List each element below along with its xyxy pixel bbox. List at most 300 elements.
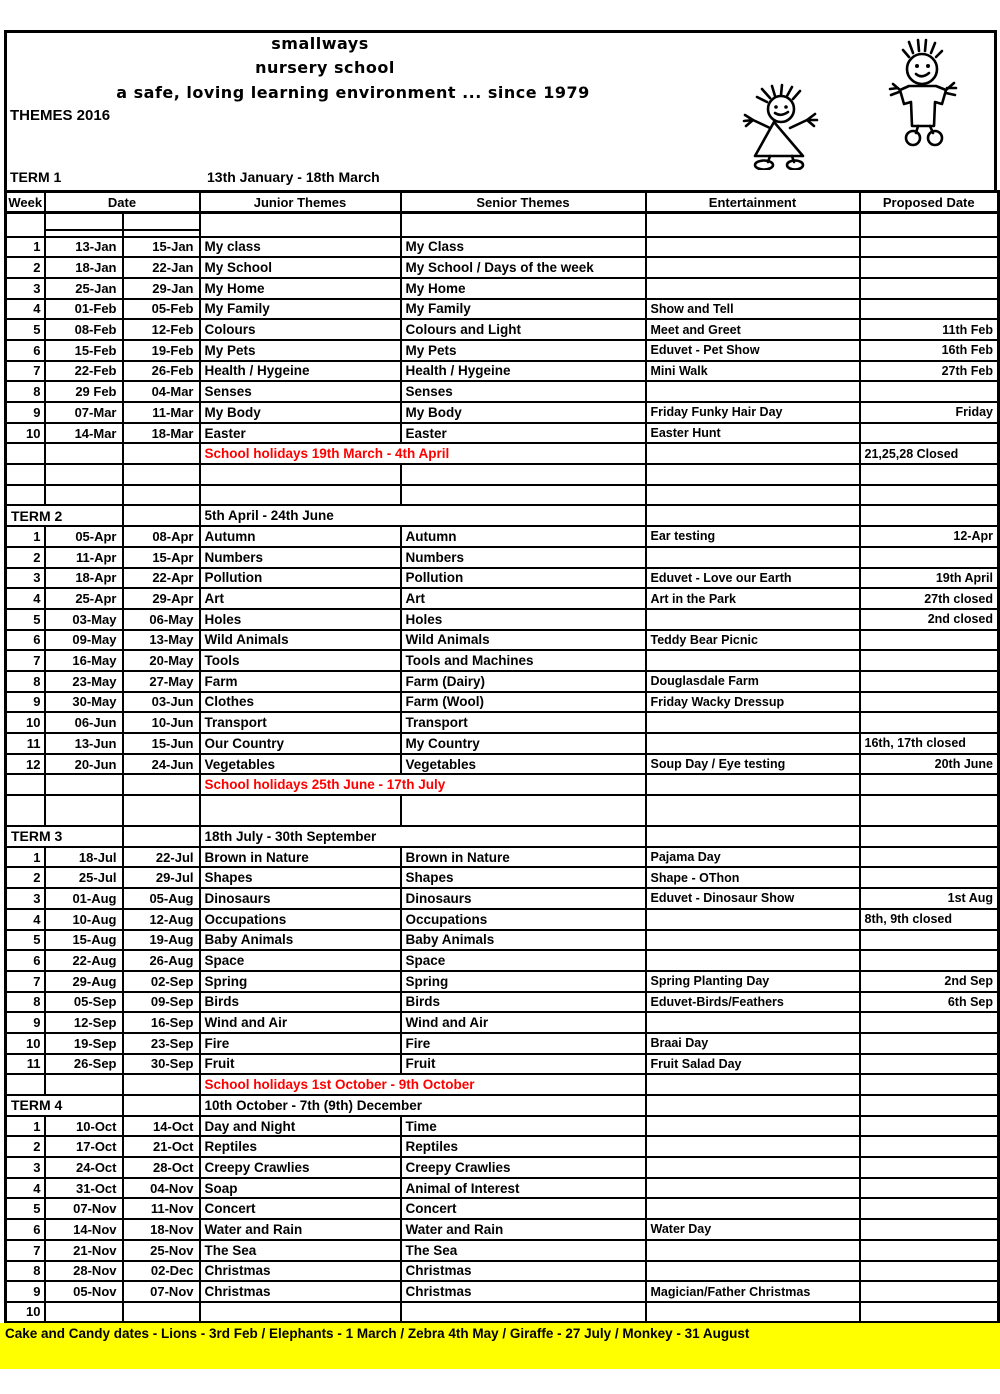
junior-theme-cell: Concert (200, 1198, 401, 1219)
date-end-cell: 13-May (123, 630, 200, 651)
date-end-cell: 04-Mar (123, 381, 200, 402)
week-cell: 4 (6, 299, 45, 320)
date-start-cell: 15-Feb (45, 340, 123, 361)
date-start-cell: 18-Jul (45, 847, 123, 868)
date-start-cell: 09-May (45, 630, 123, 651)
week-cell: 8 (6, 381, 45, 402)
boy-doodle-icon (876, 38, 968, 150)
entertainment-cell: Eduvet - Dinosaur Show (646, 888, 860, 909)
proposed-date-cell: 2nd Sep (860, 971, 999, 992)
junior-theme-cell: Transport (200, 712, 401, 733)
entertainment-cell (646, 547, 860, 568)
week-cell: 2 (6, 867, 45, 888)
date-end-cell: 02-Sep (123, 971, 200, 992)
proposed-date-cell (860, 464, 999, 485)
senior-theme-cell: Space (401, 950, 646, 971)
entertainment-cell (646, 795, 860, 826)
date-start-cell (45, 1302, 123, 1323)
senior-theme-cell: Numbers (401, 547, 646, 568)
entertainment-cell (646, 733, 860, 754)
date-end-cell: 06-May (123, 609, 200, 630)
week-row (6, 650, 999, 671)
date-end-cell: 12-Feb (123, 319, 200, 340)
entertainment-cell: Eduvet-Birds/Feathers (646, 992, 860, 1013)
proposed-date-cell (860, 299, 999, 320)
date-end-cell: 12-Aug (123, 909, 200, 930)
senior-theme-cell: Brown in Nature (401, 847, 646, 868)
date-start-cell: 25-Apr (45, 588, 123, 609)
holiday-row (6, 1074, 999, 1095)
week-row (6, 402, 999, 423)
junior-theme-cell: Numbers (200, 547, 401, 568)
week-cell: 6 (6, 340, 45, 361)
date-start-cell: 30-May (45, 692, 123, 713)
week-row (6, 671, 999, 692)
week-row (6, 1136, 999, 1157)
date-end-cell (123, 443, 200, 464)
date-end-cell: 18-Nov (123, 1219, 200, 1240)
week-row (6, 278, 999, 299)
school-name-line1: smallways (271, 34, 369, 53)
week-row (6, 992, 999, 1013)
proposed-date-cell: 2nd closed (860, 609, 999, 630)
date-start-cell: 22-Aug (45, 950, 123, 971)
proposed-date-cell (860, 237, 999, 258)
week-cell (6, 1074, 45, 1095)
entertainment-cell (646, 1261, 860, 1282)
week-cell: 7 (6, 1240, 45, 1261)
date-end-cell: 02-Dec (123, 1261, 200, 1282)
week-cell: 8 (6, 671, 45, 692)
entertainment-cell: Soup Day / Eye testing (646, 754, 860, 775)
date-end-cell: 28-Oct (123, 1157, 200, 1178)
proposed-date-cell (860, 826, 999, 847)
date-end-cell: 29-Jan (123, 278, 200, 299)
senior-theme-cell (401, 485, 646, 506)
entertainment-cell (646, 930, 860, 951)
week-cell: 7 (6, 650, 45, 671)
senior-theme-cell: My Home (401, 278, 646, 299)
date-start-cell: 14-Mar (45, 423, 123, 444)
entertainment-cell (646, 1012, 860, 1033)
week-cell: 9 (6, 402, 45, 423)
proposed-date-cell (860, 1302, 999, 1323)
week-row (6, 867, 999, 888)
date-end-cell: 29-Jul (123, 867, 200, 888)
entertainment-cell (646, 1095, 860, 1116)
week-cell: 2 (6, 547, 45, 568)
week-cell: 5 (6, 319, 45, 340)
junior-theme-cell: Holes (200, 609, 401, 630)
term-header-row (6, 1095, 999, 1116)
junior-theme-cell: Colours (200, 319, 401, 340)
junior-theme-cell: Creepy Crawlies (200, 1157, 401, 1178)
week-cell: 10 (6, 712, 45, 733)
proposed-date-cell (860, 213, 999, 237)
proposed-date-cell: 20th June (860, 754, 999, 775)
date-start-cell: 10-Oct (45, 1116, 123, 1137)
senior-theme-cell: Wind and Air (401, 1012, 646, 1033)
date-end-cell (123, 774, 200, 795)
proposed-date-cell (860, 867, 999, 888)
date-end-cell: 04-Nov (123, 1178, 200, 1199)
senior-theme-cell: Senses (401, 381, 646, 402)
date-end-cell: 11-Nov (123, 1198, 200, 1219)
date-end-cell: 10-Jun (123, 712, 200, 733)
junior-theme-cell: Brown in Nature (200, 847, 401, 868)
week-cell: 10 (6, 423, 45, 444)
week-cell (6, 443, 45, 464)
entertainment-cell (646, 1157, 860, 1178)
senior-theme-cell: Vegetables (401, 754, 646, 775)
term-label: TERM 4 (6, 1095, 123, 1116)
junior-theme-cell: Wind and Air (200, 1012, 401, 1033)
date-start-cell (45, 485, 123, 506)
column-header-row (6, 192, 999, 213)
entertainment-cell: Art in the Park (646, 588, 860, 609)
proposed-date-cell (860, 630, 999, 651)
senior-theme-cell: Dinosaurs (401, 888, 646, 909)
entertainment-cell (646, 257, 860, 278)
proposed-date-cell (860, 547, 999, 568)
entertainment-cell: Braai Day (646, 1033, 860, 1054)
proposed-date-cell: 27th Feb (860, 361, 999, 382)
term-date-range: 5th April - 24th June (200, 505, 646, 526)
proposed-date-cell (860, 795, 999, 826)
senior-theme-cell: Christmas (401, 1261, 646, 1282)
week-cell: 12 (6, 754, 45, 775)
proposed-date-cell (860, 505, 999, 526)
proposed-date-cell (860, 1054, 999, 1075)
entertainment-cell (646, 505, 860, 526)
junior-theme-cell: Easter (200, 423, 401, 444)
entertainment-cell: Shape - OThon (646, 867, 860, 888)
empty-row (6, 795, 999, 826)
junior-theme-cell: Farm (200, 671, 401, 692)
entertainment-cell (646, 1136, 860, 1157)
date-start-cell: 22-Feb (45, 361, 123, 382)
junior-theme-cell: Vegetables (200, 754, 401, 775)
week-row (6, 319, 999, 340)
week-cell: 7 (6, 971, 45, 992)
date-end-cell (123, 826, 200, 847)
date-end-cell: 03-Jun (123, 692, 200, 713)
term1-date-range: 13th January - 18th March (207, 169, 380, 185)
school-holiday-cell: School holidays 19th March - 4th April (200, 443, 646, 464)
proposed-date-cell (860, 257, 999, 278)
proposed-date-cell (860, 930, 999, 951)
date-start-cell: 11-Apr (45, 547, 123, 568)
proposed-date-cell (860, 712, 999, 733)
date-start-cell: 17-Oct (45, 1136, 123, 1157)
proposed-date-cell (860, 381, 999, 402)
date-end-cell: 14-Oct (123, 1116, 200, 1137)
entertainment-cell: Magician/Father Christmas (646, 1281, 860, 1302)
holiday-row (6, 443, 999, 464)
senior-theme-cell (401, 795, 646, 826)
entertainment-cell: Eduvet - Love our Earth (646, 568, 860, 589)
date-start-cell: 25-Jan (45, 278, 123, 299)
junior-theme-cell: Christmas (200, 1281, 401, 1302)
junior-theme-cell: Baby Animals (200, 930, 401, 951)
week-row (6, 754, 999, 775)
junior-theme-cell: The Sea (200, 1240, 401, 1261)
week-cell: 1 (6, 237, 45, 258)
school-name-line2: nursery school (255, 58, 395, 77)
entertainment-cell: Fruit Salad Day (646, 1054, 860, 1075)
week-row (6, 950, 999, 971)
entertainment-cell (646, 774, 860, 795)
week-cell: 11 (6, 733, 45, 754)
date-start-cell: 03-May (45, 609, 123, 630)
entertainment-cell: Friday Wacky Dressup (646, 692, 860, 713)
entertainment-cell (646, 213, 860, 237)
week-row (6, 340, 999, 361)
week-row (6, 547, 999, 568)
term-date-range: 10th October - 7th (9th) December (200, 1095, 646, 1116)
date-start-cell: 01-Feb (45, 299, 123, 320)
junior-theme-cell: Dinosaurs (200, 888, 401, 909)
junior-theme-cell: Fire (200, 1033, 401, 1054)
senior-theme-cell: Reptiles (401, 1136, 646, 1157)
week-cell (6, 774, 45, 795)
senior-theme-cell: Wild Animals (401, 630, 646, 651)
entertainment-cell (646, 278, 860, 299)
week-row (6, 971, 999, 992)
junior-theme-cell: My Body (200, 402, 401, 423)
date-start-cell: 20-Jun (45, 754, 123, 775)
entertainment-cell: Ear testing (646, 526, 860, 547)
date-start-cell: 13-Jan (45, 237, 123, 258)
junior-theme-cell: Space (200, 950, 401, 971)
week-row (6, 1219, 999, 1240)
week-cell: 1 (6, 1116, 45, 1137)
date-start-cell: 18-Jan (45, 257, 123, 278)
proposed-date-cell (860, 847, 999, 868)
week-cell: 10 (6, 1033, 45, 1054)
date-end-cell: 25-Nov (123, 1240, 200, 1261)
date-start-cell (45, 795, 123, 826)
date-start-cell: 12-Sep (45, 1012, 123, 1033)
date-end-cell: 16-Sep (123, 1012, 200, 1033)
date-start-cell: 15-Aug (45, 930, 123, 951)
junior-theme-cell (200, 795, 401, 826)
date-start-cell: 07-Nov (45, 1198, 123, 1219)
proposed-date-cell: 1st Aug (860, 888, 999, 909)
date-start-cell: 05-Sep (45, 992, 123, 1013)
proposed-date-cell: 11th Feb (860, 319, 999, 340)
entertainment-cell: Spring Planting Day (646, 971, 860, 992)
junior-theme-cell: Clothes (200, 692, 401, 713)
date-end-cell: 23-Sep (123, 1033, 200, 1054)
week-cell: 5 (6, 609, 45, 630)
date-end-cell (123, 485, 200, 506)
date-end-cell (123, 464, 200, 485)
entertainment-cell (646, 464, 860, 485)
entertainment-cell: Show and Tell (646, 299, 860, 320)
week-row (6, 630, 999, 651)
proposed-date-cell (860, 1178, 999, 1199)
week-cell: 6 (6, 630, 45, 651)
week-row (6, 692, 999, 713)
spacer-row (6, 213, 999, 237)
senior-theme-cell: Holes (401, 609, 646, 630)
date-end-cell: 15-Jan (123, 237, 200, 258)
week-row (6, 1240, 999, 1261)
date-end-cell: 08-Apr (123, 526, 200, 547)
senior-theme-cell (401, 1302, 646, 1323)
week-row (6, 361, 999, 382)
date-start-cell: 29-Aug (45, 971, 123, 992)
date-start-cell (45, 774, 123, 795)
junior-theme-cell: Soap (200, 1178, 401, 1199)
empty-row (6, 464, 999, 485)
junior-theme-cell: Tools (200, 650, 401, 671)
sheet-outer-border (4, 30, 997, 190)
senior-theme-cell: Art (401, 588, 646, 609)
proposed-date-cell (860, 1261, 999, 1282)
date-start-cell: 01-Aug (45, 888, 123, 909)
senior-theme-cell: Health / Hygeine (401, 361, 646, 382)
junior-theme-cell (200, 1302, 401, 1323)
themes-table (4, 190, 1000, 1324)
senior-theme-cell: My School / Days of the week (401, 257, 646, 278)
week-cell: 6 (6, 1219, 45, 1240)
empty-row (6, 485, 999, 506)
date-end-cell: 24-Jun (123, 754, 200, 775)
term1-caption (10, 169, 380, 185)
proposed-date-cell (860, 650, 999, 671)
col-header-junior-themes: Junior Themes (200, 192, 401, 213)
proposed-date-cell: 6th Sep (860, 992, 999, 1013)
week-cell: 3 (6, 1157, 45, 1178)
entertainment-cell: Pajama Day (646, 847, 860, 868)
week-row (6, 1302, 999, 1323)
junior-theme-cell: Occupations (200, 909, 401, 930)
date-end-cell: 15-Jun (123, 733, 200, 754)
date-end-cell: 11-Mar (123, 402, 200, 423)
date-start-cell: 05-Nov (45, 1281, 123, 1302)
week-cell: 10 (6, 1302, 45, 1323)
week-cell: 9 (6, 1281, 45, 1302)
proposed-date-cell (860, 1240, 999, 1261)
date-start-cell: 08-Feb (45, 319, 123, 340)
senior-theme-cell: Occupations (401, 909, 646, 930)
week-row (6, 381, 999, 402)
entertainment-cell (646, 443, 860, 464)
proposed-date-cell (860, 485, 999, 506)
week-row (6, 1261, 999, 1282)
week-cell: 11 (6, 1054, 45, 1075)
junior-theme-cell: My Home (200, 278, 401, 299)
week-row (6, 257, 999, 278)
entertainment-cell (646, 1178, 860, 1199)
proposed-date-cell (860, 1033, 999, 1054)
senior-theme-cell: Fruit (401, 1054, 646, 1075)
week-row (6, 1281, 999, 1302)
junior-theme-cell: My Family (200, 299, 401, 320)
term-date-range: 18th July - 30th September (200, 826, 646, 847)
junior-theme-cell: Our Country (200, 733, 401, 754)
entertainment-cell: Friday Funky Hair Day (646, 402, 860, 423)
week-row (6, 1116, 999, 1137)
week-row (6, 1198, 999, 1219)
proposed-date-cell (860, 278, 999, 299)
senior-theme-cell: Birds (401, 992, 646, 1013)
week-row (6, 733, 999, 754)
week-cell (6, 485, 45, 506)
date-start-cell: 05-Apr (45, 526, 123, 547)
entertainment-cell: Eduvet - Pet Show (646, 340, 860, 361)
date-end-cell: 07-Nov (123, 1281, 200, 1302)
junior-theme-cell (200, 485, 401, 506)
entertainment-cell (646, 1302, 860, 1323)
entertainment-cell: Water Day (646, 1219, 860, 1240)
date-end-cell: 26-Feb (123, 361, 200, 382)
week-cell: 8 (6, 1261, 45, 1282)
proposed-date-cell (860, 774, 999, 795)
date-start-cell: 10-Aug (45, 909, 123, 930)
entertainment-cell (646, 609, 860, 630)
date-end-cell: 05-Feb (123, 299, 200, 320)
col-header-senior-themes: Senior Themes (401, 192, 646, 213)
entertainment-cell (646, 381, 860, 402)
senior-theme-cell: My Pets (401, 340, 646, 361)
date-start-cell: 07-Mar (45, 402, 123, 423)
date-end-cell: 18-Mar (123, 423, 200, 444)
proposed-date-cell (860, 692, 999, 713)
week-row (6, 526, 999, 547)
proposed-date-cell (860, 423, 999, 444)
col-header-date: Date (45, 192, 200, 213)
week-row (6, 1157, 999, 1178)
week-cell: 4 (6, 1178, 45, 1199)
senior-theme-cell: Tools and Machines (401, 650, 646, 671)
week-row (6, 1033, 999, 1054)
junior-theme-cell: Reptiles (200, 1136, 401, 1157)
entertainment-cell (646, 909, 860, 930)
junior-theme-cell: My School (200, 257, 401, 278)
term-header-row (6, 826, 999, 847)
date-end-cell: 19-Feb (123, 340, 200, 361)
junior-theme-cell: Spring (200, 971, 401, 992)
junior-theme-cell (200, 213, 401, 237)
term-label: TERM 2 (6, 505, 123, 526)
senior-theme-cell: Time (401, 1116, 646, 1137)
date-end-cell: 29-Apr (123, 588, 200, 609)
senior-theme-cell: Water and Rain (401, 1219, 646, 1240)
proposed-date-cell (860, 1012, 999, 1033)
date-end-cell (123, 795, 200, 826)
page-title: THEMES 2016 (10, 107, 111, 124)
girl-doodle-icon (740, 82, 822, 170)
junior-theme-cell: Day and Night (200, 1116, 401, 1137)
senior-theme-cell: Autumn (401, 526, 646, 547)
senior-theme-cell: Animal of Interest (401, 1178, 646, 1199)
week-cell: 9 (6, 692, 45, 713)
week-cell: 3 (6, 568, 45, 589)
entertainment-cell (646, 950, 860, 971)
term-label: TERM 3 (6, 826, 123, 847)
week-cell: 2 (6, 1136, 45, 1157)
date-start-cell (45, 443, 123, 464)
date-start-cell: 06-Jun (45, 712, 123, 733)
date-start-cell: 23-May (45, 671, 123, 692)
week-row (6, 930, 999, 951)
school-tagline: a safe, loving learning environment ... since 1979 (116, 83, 590, 102)
senior-theme-cell: My Body (401, 402, 646, 423)
week-cell (6, 213, 45, 237)
